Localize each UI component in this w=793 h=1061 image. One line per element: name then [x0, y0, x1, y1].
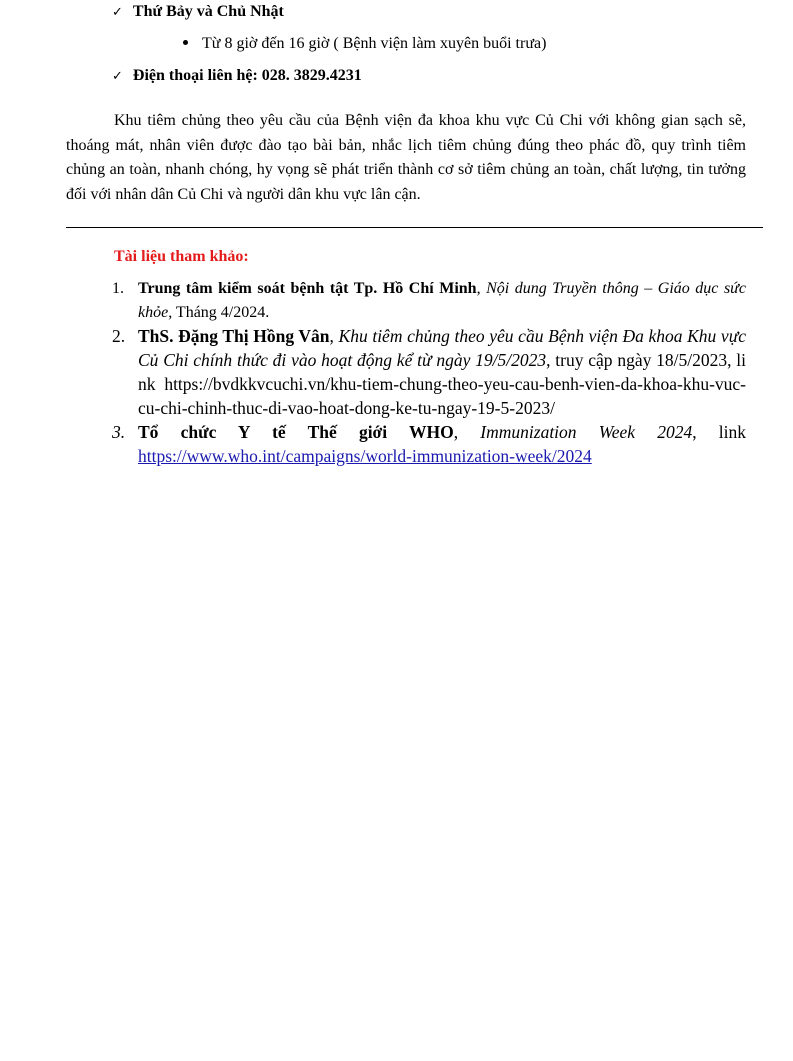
reference-link[interactable]: https://www.who.int/campaigns/world-immunization-week/2024	[138, 446, 592, 466]
reference-number: 1.	[112, 280, 124, 297]
phone-label: Điện thoại liên hệ: 028. 3829.4231	[132, 67, 362, 84]
checkmark-icon: ✓	[112, 69, 123, 84]
reference-separator: ,	[453, 422, 481, 442]
section-divider	[66, 227, 763, 228]
reference-title: Nội dung Truyền thông – Giáo dục sức khỏe	[138, 280, 746, 321]
checkmark-icon: ✓	[112, 5, 123, 20]
references-list	[112, 277, 746, 468]
reference-details: , truy cập ngày 18/5/2023, link https://bvdkkvcuchi.vn/khu-tiem-chung-theo-yeu-cau-benh-vien-da-khoa-khu-vuc-cu-chi-chinh-thuc-di-vao-hoat-dong-ke-tu-ngay-19-5-2023/	[138, 350, 746, 418]
reference-details: , link	[692, 422, 747, 442]
weekend-heading	[112, 2, 284, 23]
body-paragraph: Khu tiêm chủng theo yêu cầu của Bệnh viện đa khoa khu vực Củ Chi với không gian sạch sẽ, thoáng mát, nhân viên được đào tạo bài bản, nhắc lịch tiêm chủng đúng theo phác đồ, quy trình tiêm chủng an toàn, nhanh chóng, hy vọng sẽ phát triển thành cơ sở tiêm chủng an toàn, chất lượng, tin tưởng đối với nhân dân Củ Chi và người dân khu vực lân cận.	[66, 112, 746, 203]
reference-item	[112, 324, 746, 420]
weekend-label: Thứ Bảy và Chủ Nhật	[132, 3, 284, 20]
reference-item	[112, 420, 746, 468]
reference-title: Immunization Week 2024	[480, 422, 693, 442]
references-title: Tài liệu tham khảo:	[114, 248, 249, 265]
reference-author: Tổ chức Y tế Thế giới WHO	[138, 422, 454, 442]
reference-separator: ,	[329, 326, 339, 346]
reference-author: Trung tâm kiểm soát bệnh tật Tp. Hồ Chí Minh	[138, 280, 477, 297]
reference-separator: ,	[476, 280, 487, 297]
reference-item	[112, 277, 746, 324]
reference-number: 2.	[112, 326, 126, 346]
reference-author: ThS. Đặng Thị Hồng Vân	[138, 326, 330, 346]
reference-title: Khu tiêm chủng theo yêu cầu Bệnh viện Đa khoa Khu vực Củ Chi chính thức đi vào hoạt động kể từ ngày 19/5/2023	[138, 326, 747, 370]
phone-heading	[112, 66, 362, 87]
reference-details: , Tháng 4/2024.	[168, 303, 270, 321]
reference-number: 3.	[112, 422, 126, 442]
weekend-hours-item	[183, 34, 546, 54]
weekend-hours-text: Từ 8 giờ đến 16 giờ ( Bệnh viện làm xuyên buổi trưa)	[202, 35, 547, 52]
bullet-icon	[183, 40, 188, 45]
